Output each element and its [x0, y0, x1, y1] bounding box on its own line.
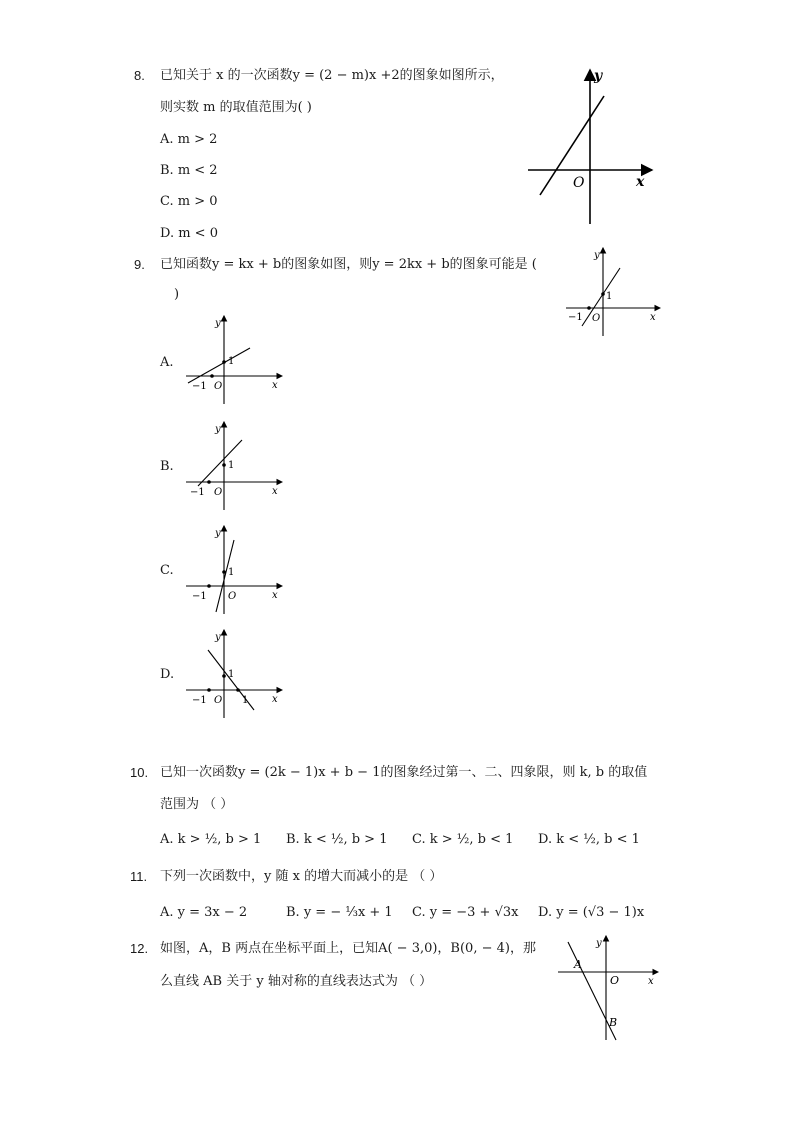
- q9-stem-line2: ): [174, 287, 180, 302]
- svg-text:A: A: [574, 958, 582, 971]
- svg-text:1: 1: [228, 356, 235, 367]
- svg-text:1: 1: [228, 669, 235, 680]
- q8-option-c[interactable]: C. m > 0: [160, 194, 218, 209]
- q9-option-d-label[interactable]: D.: [160, 667, 175, 682]
- q11-option-d[interactable]: D. y = (√3 − 1)x: [538, 905, 645, 920]
- q11-number: 11.: [130, 869, 148, 884]
- q8-function-line: [540, 96, 604, 195]
- q9-option-b-graph[interactable]: [182, 418, 292, 514]
- svg-text:O: O: [214, 487, 223, 498]
- q8-option-a[interactable]: A. m > 2: [160, 132, 218, 147]
- q9-option-c-graph[interactable]: [182, 522, 292, 618]
- q8-stem-line2: 则实数 m 的取值范围为( ): [160, 100, 312, 115]
- svg-text:y: y: [215, 318, 221, 329]
- q11-stem: 下列一次函数中，y 随 x 的增大而减小的是 （ ）: [160, 869, 443, 884]
- q11-option-c[interactable]: C. y = −3 + √3x: [412, 905, 519, 920]
- svg-text:−1: −1: [568, 312, 583, 323]
- svg-text:O: O: [610, 974, 620, 987]
- svg-text:O: O: [228, 591, 237, 602]
- q9-graph: [560, 244, 670, 344]
- q11-option-b[interactable]: B. y = − ⅓x + 1: [286, 905, 393, 920]
- q9-number: 9.: [134, 257, 145, 272]
- svg-text:x: x: [272, 590, 278, 601]
- q8-y-label: y: [594, 68, 603, 84]
- svg-text:y: y: [596, 938, 602, 949]
- q10-number: 10.: [130, 765, 149, 780]
- q9-stem-line1: 已知函数y = kx + b的图象如图，则y = 2kx + b的图象可能是 (: [160, 257, 537, 272]
- q10-stem-line1: 已知一次函数y = (2k − 1)x + b − 1的图象经过第一、二、四象限，则 k, b 的取值: [160, 765, 648, 780]
- q8-x-label: x: [636, 174, 645, 190]
- q8-graph: [520, 62, 660, 232]
- q10-option-b[interactable]: B. k < ½, b > 1: [286, 832, 388, 847]
- svg-text:x: x: [650, 312, 656, 323]
- q9-option-d-graph[interactable]: [182, 626, 292, 722]
- svg-text:1: 1: [228, 460, 235, 471]
- svg-text:x: x: [272, 380, 278, 391]
- svg-text:y: y: [594, 250, 600, 261]
- svg-text:x: x: [272, 694, 278, 705]
- q12-graph: [556, 932, 666, 1044]
- svg-text:1: 1: [228, 567, 235, 578]
- q10-stem-line2: 范围为 （ ）: [160, 797, 234, 812]
- q12-stem-line1: 如图，A，B 两点在坐标平面上，已知A( − 3,0)，B(0, − 4)，那: [160, 941, 536, 956]
- q8-stem-line1: 已知关于 x 的一次函数y = (2 − m)x +2的图象如图所示，: [160, 68, 504, 83]
- q10-option-c[interactable]: C. k > ½, b < 1: [412, 832, 514, 847]
- svg-text:y: y: [215, 424, 221, 435]
- svg-text:1: 1: [606, 291, 613, 302]
- q9-option-a-label[interactable]: A.: [160, 355, 174, 370]
- q9-option-a-graph[interactable]: [182, 312, 292, 408]
- svg-text:y: y: [215, 632, 221, 643]
- q10-option-d[interactable]: D. k < ½, b < 1: [538, 832, 640, 847]
- q8-number: 8.: [134, 68, 145, 83]
- svg-text:−1: −1: [192, 695, 207, 706]
- q12-number: 12.: [130, 941, 149, 956]
- q9-function-line: [582, 268, 620, 326]
- svg-text:x: x: [648, 976, 654, 987]
- q9-option-b-label[interactable]: B.: [160, 459, 174, 474]
- q8-origin-label: O: [573, 175, 585, 191]
- q8-option-b[interactable]: B. m < 2: [160, 163, 218, 178]
- svg-text:1: 1: [242, 695, 249, 706]
- q10-option-a[interactable]: A. k > ½, b > 1: [160, 832, 262, 847]
- q8-option-d[interactable]: D. m < 0: [160, 226, 218, 241]
- svg-text:x: x: [272, 486, 278, 497]
- svg-text:O: O: [592, 313, 601, 324]
- svg-text:−1: −1: [192, 381, 207, 392]
- svg-text:−1: −1: [192, 591, 207, 602]
- q12-stem-line2: 么直线 AB 关于 y 轴对称的直线表达式为 （ ）: [160, 974, 433, 989]
- q9-option-c-label[interactable]: C.: [160, 563, 174, 578]
- q11-option-a[interactable]: A. y = 3x − 2: [160, 905, 248, 920]
- svg-text:−1: −1: [190, 487, 205, 498]
- svg-text:B: B: [609, 1016, 618, 1029]
- svg-text:O: O: [214, 381, 223, 392]
- svg-text:y: y: [215, 528, 221, 539]
- svg-text:O: O: [214, 695, 223, 706]
